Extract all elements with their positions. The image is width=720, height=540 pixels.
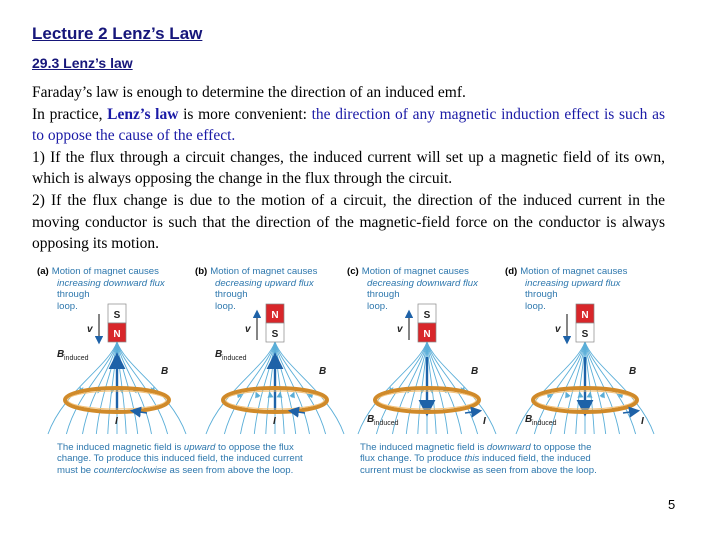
body-line-2 — [32, 104, 665, 147]
lecture-title: Lecture 2 Lenz’s Law — [32, 24, 203, 43]
magnet-bottom-label: N — [113, 329, 121, 340]
caption-text: current must be clockwise as seen from above the loop. — [360, 464, 597, 476]
panel-caption — [505, 266, 627, 312]
caption-emphasis: downward — [486, 442, 531, 453]
caption-line-1: Motion of magnet causes — [520, 266, 628, 277]
body-line-2c: is more convenient: — [178, 105, 312, 123]
caption-line-1: Motion of magnet causes — [361, 266, 469, 277]
velocity-label: v — [397, 324, 403, 335]
panel-label: (b) — [195, 266, 208, 277]
current-arrow — [623, 411, 637, 413]
panel-caption — [37, 266, 165, 312]
field-arrow — [602, 393, 604, 398]
caption-line-1: Motion of magnet causes — [51, 266, 159, 277]
caption-line-3: through — [215, 289, 248, 300]
panel-label: (c) — [347, 266, 359, 277]
velocity-label: v — [87, 324, 93, 335]
current-label: I — [641, 416, 644, 427]
field-arrow — [292, 393, 294, 398]
caption-left-explanation — [57, 442, 347, 476]
caption-text: to oppose the — [530, 442, 592, 453]
caption-emphasis: upward — [183, 442, 216, 453]
b-induced-label: B — [525, 414, 533, 425]
caption-line-2: increasing upward flux — [525, 277, 621, 289]
caption-text: flux change. To produce — [360, 453, 465, 465]
panel-label: (a) — [37, 266, 49, 277]
caption-line-4: loop. — [215, 300, 236, 312]
magnet-top-label: N — [271, 310, 279, 321]
caption-text: as seen from above the loop. — [166, 464, 294, 476]
caption-line-4: loop. — [367, 300, 388, 312]
current-label: I — [483, 416, 486, 427]
body-point-1: 1) If the flux through a circuit changes, the induced current will set up a magnetic field of its own, which is always opposing the change in the flux through the circuit. — [32, 148, 665, 188]
lenz-law-figure — [35, 262, 665, 486]
body-point-2: 2) If the flux change is due to the motion of a circuit, the direction of the induced current in the moving conductor is such that the direction of the magnetic-field force on the conductor is always opposing its motion. — [32, 191, 665, 253]
caption-line-4: loop. — [525, 300, 546, 312]
b-induced-subscript: induced — [64, 355, 89, 362]
caption-line-3: through — [525, 289, 558, 300]
b-induced-label: B — [367, 414, 375, 425]
caption-line-3: through — [367, 289, 400, 300]
figure-panel-d — [503, 262, 658, 437]
current-label: I — [273, 416, 276, 427]
caption-line-2: increasing downward flux — [57, 277, 165, 289]
velocity-label: v — [555, 324, 561, 335]
section-subtitle: 29.3 Lenz’s law — [32, 55, 133, 71]
current-label: I — [115, 416, 118, 427]
b-induced-subscript: induced — [532, 420, 557, 427]
b-induced-label: B — [215, 349, 223, 360]
magnet-top-label: N — [581, 310, 589, 321]
figure-panel-b — [193, 262, 348, 437]
panel-label: (d) — [505, 266, 518, 277]
field-arrow — [590, 393, 591, 398]
caption-text: must be — [57, 464, 94, 476]
magnet-bottom-label: S — [581, 329, 589, 340]
caption-emphasis: counterclockwise — [93, 464, 167, 476]
field-arrow — [280, 393, 281, 398]
page-number: 5 — [668, 497, 676, 512]
velocity-label: v — [245, 324, 251, 335]
b-field-label: B — [629, 366, 637, 377]
b-field-label: B — [471, 366, 479, 377]
current-arrow — [465, 411, 479, 413]
lenz-law-statement: the direction of any magnetic induction effect is such as to oppose the cause of the effect. — [32, 105, 665, 145]
caption-emphasis: this — [464, 453, 480, 465]
caption-text: The induced magnetic field is — [57, 442, 184, 453]
figure-panel-c — [345, 262, 500, 437]
body-text — [32, 82, 665, 255]
body-line-1: Faraday’s law is enough to determine the direction of an induced emf. — [32, 84, 466, 101]
field-arrow — [566, 393, 568, 398]
caption-text: induced field, the induced — [479, 453, 591, 465]
field-arrow — [256, 393, 258, 398]
panel-caption — [347, 266, 478, 312]
magnet-top-label: S — [113, 310, 121, 321]
caption-line-1: Motion of magnet causes — [210, 266, 318, 277]
panel-caption — [195, 266, 317, 312]
b-induced-subscript: induced — [374, 420, 399, 427]
magnet-bottom-label: S — [271, 329, 279, 340]
magnet-bottom-label: N — [423, 329, 431, 340]
lenz-law-term: Lenz’s law — [107, 105, 179, 123]
caption-right-explanation — [360, 442, 660, 476]
b-field-label: B — [161, 366, 169, 377]
field-arrow — [580, 393, 581, 398]
caption-text: The induced magnetic field is — [360, 442, 487, 453]
b-field-label: B — [319, 366, 327, 377]
figure-panel-a — [35, 262, 190, 437]
field-arrow — [270, 393, 271, 398]
caption-text: to oppose the flux — [215, 442, 294, 453]
b-induced-label: B — [57, 349, 65, 360]
body-line-2a: In practice, — [32, 105, 108, 123]
magnet-top-label: S — [423, 310, 431, 321]
caption-line-3: through — [57, 289, 90, 300]
caption-text: change. To produce this induced field, the induced current — [57, 453, 303, 465]
caption-line-2: decreasing downward flux — [367, 277, 478, 289]
b-induced-subscript: induced — [222, 355, 247, 362]
caption-line-4: loop. — [57, 300, 78, 312]
caption-line-2: decreasing upward flux — [215, 277, 314, 289]
